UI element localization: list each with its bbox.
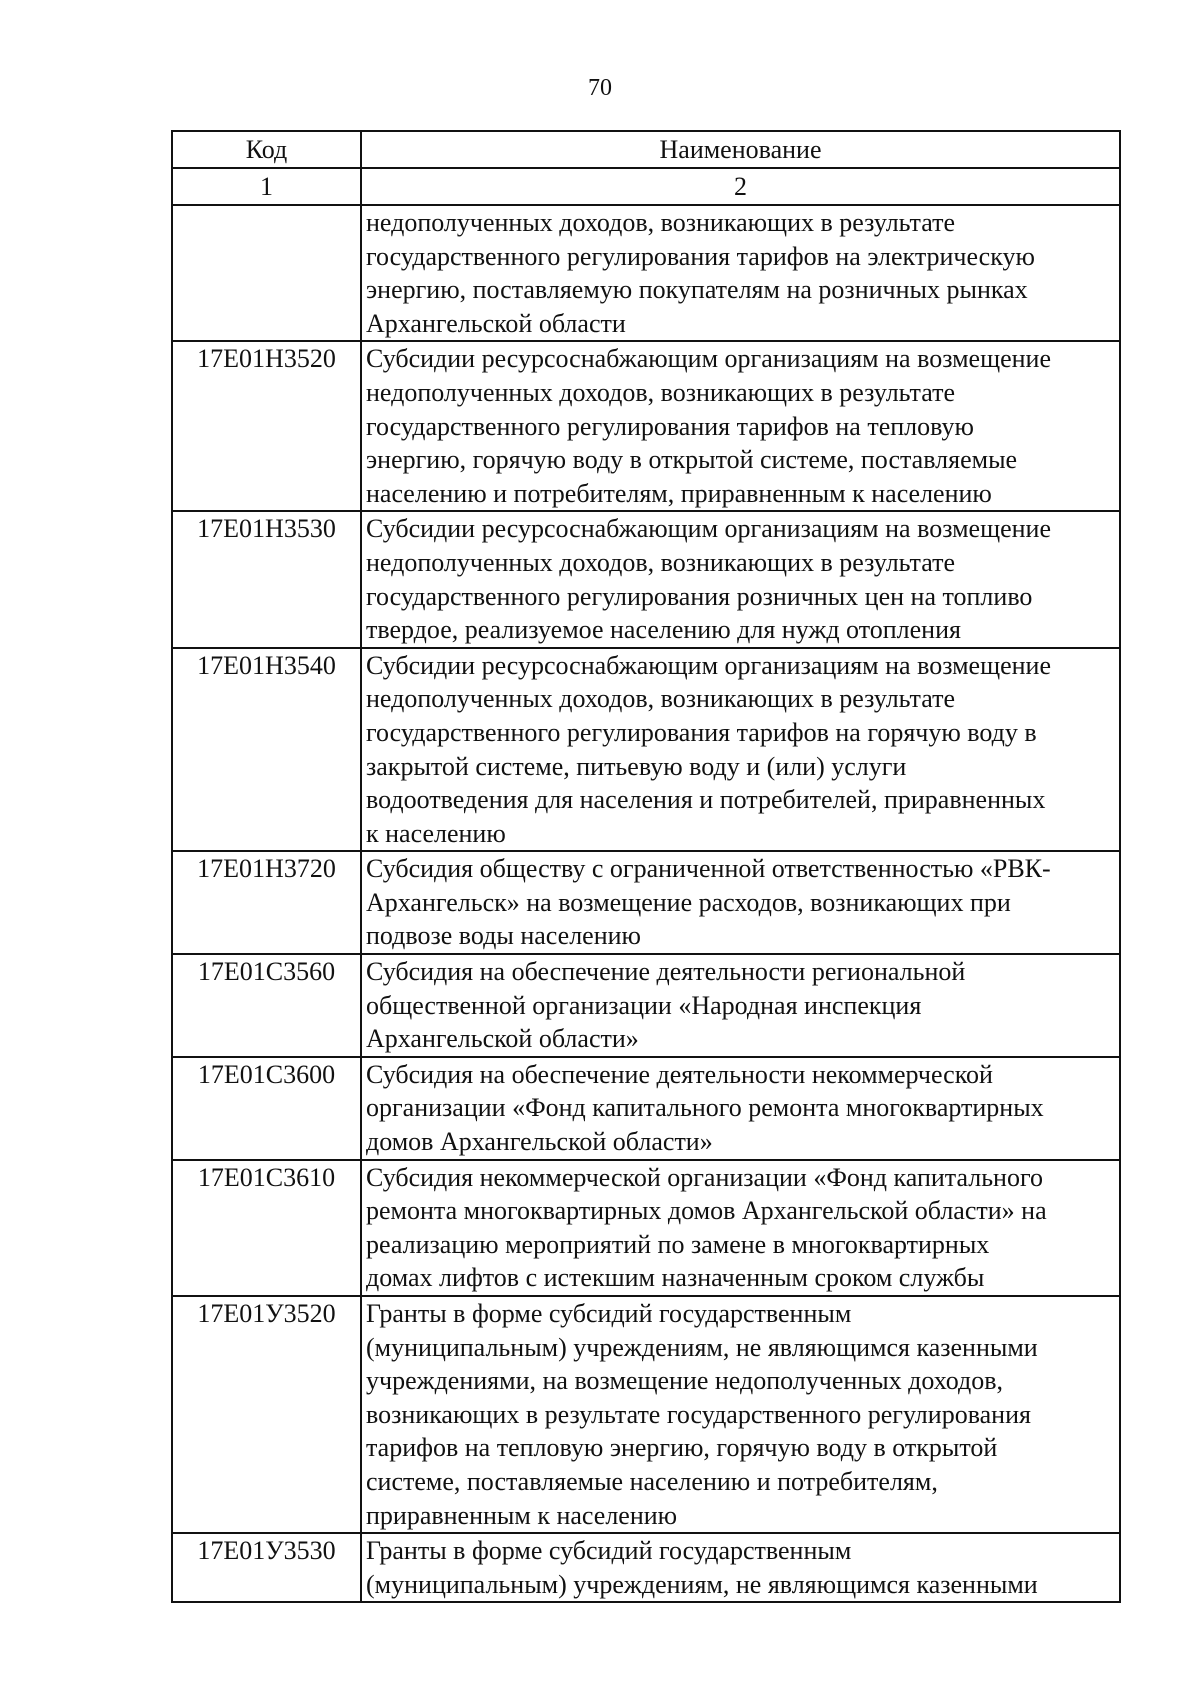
budget-code-table	[171, 130, 1121, 1603]
table-row	[172, 1533, 1120, 1602]
column-number-code: 1	[172, 168, 361, 205]
row-name: Субсидии ресурсоснабжающим организациям на возмещение недополученных доходов, возникающих в результате государственного регулирования тарифов на горячую воду в закрытой системе, питьевую воду и (или) услуги водоотведения для населения и потребителей, приравненных к населению	[361, 648, 1120, 852]
column-number-row	[172, 168, 1120, 205]
row-code: 17Е01У3530	[172, 1533, 361, 1602]
column-number-name: 2	[361, 168, 1120, 205]
table-row	[172, 511, 1120, 647]
table-header-row	[172, 131, 1120, 168]
row-name: Гранты в форме субсидий государственным (муниципальным) учреждениям, не являющимся казенными учреждениями, на возмещение недополученных доходов, возникающих в результате государственного регулирования тарифов на тепловую энергию, горячую воду в открытой системе, поставляемые населению и потребителям, приравненным к населению	[361, 1296, 1120, 1533]
table-row	[172, 1160, 1120, 1296]
table-row	[172, 205, 1120, 341]
row-name: Субсидия обществу с ограниченной ответственностью «РВК- Архангельск» на возмещение расходов, возникающих при подвозе воды населению	[361, 851, 1120, 954]
row-code: 17Е01Н3530	[172, 511, 361, 647]
header-name: Наименование	[361, 131, 1120, 168]
table-row	[172, 851, 1120, 954]
table-row	[172, 1057, 1120, 1160]
table-row	[172, 341, 1120, 511]
row-code: 17Е01Н3720	[172, 851, 361, 954]
row-name: Субсидия некоммерческой организации «Фонд капитального ремонта многоквартирных домов Архангельской области» на реализацию мероприятий по замене в многоквартирных домах лифтов с истекшим назначенным сроком службы	[361, 1160, 1120, 1296]
row-code: 17Е01С3560	[172, 954, 361, 1057]
row-code: 17Е01С3610	[172, 1160, 361, 1296]
row-name: Субсидия на обеспечение деятельности региональной общественной организации «Народная инспекция Архангельской области»	[361, 954, 1120, 1057]
row-code: 17Е01У3520	[172, 1296, 361, 1533]
table-row	[172, 648, 1120, 852]
row-code	[172, 205, 361, 341]
row-name: Субсидия на обеспечение деятельности некоммерческой организации «Фонд капитального ремонта многоквартирных домов Архангельской области»	[361, 1057, 1120, 1160]
row-name: недополученных доходов, возникающих в результате государственного регулирования тарифов на электрическую энергию, поставляемую покупателям на розничных рынках Архангельской области	[361, 205, 1120, 341]
row-code: 17Е01С3600	[172, 1057, 361, 1160]
row-code: 17Е01Н3520	[172, 341, 361, 511]
header-code: Код	[172, 131, 361, 168]
row-name: Субсидии ресурсоснабжающим организациям на возмещение недополученных доходов, возникающих в результате государственного регулирования тарифов на тепловую энергию, горячую воду в открытой системе, поставляемые населению и потребителям, приравненным к населению	[361, 341, 1120, 511]
table-row	[172, 954, 1120, 1057]
page-number: 70	[588, 75, 612, 101]
row-code: 17Е01Н3540	[172, 648, 361, 852]
row-name: Гранты в форме субсидий государственным (муниципальным) учреждениям, не являющимся казенными	[361, 1533, 1120, 1602]
table-row	[172, 1296, 1120, 1533]
row-name: Субсидии ресурсоснабжающим организациям на возмещение недополученных доходов, возникающих в результате государственного регулирования розничных цен на топливо твердое, реализуемое населению для нужд отопления	[361, 511, 1120, 647]
